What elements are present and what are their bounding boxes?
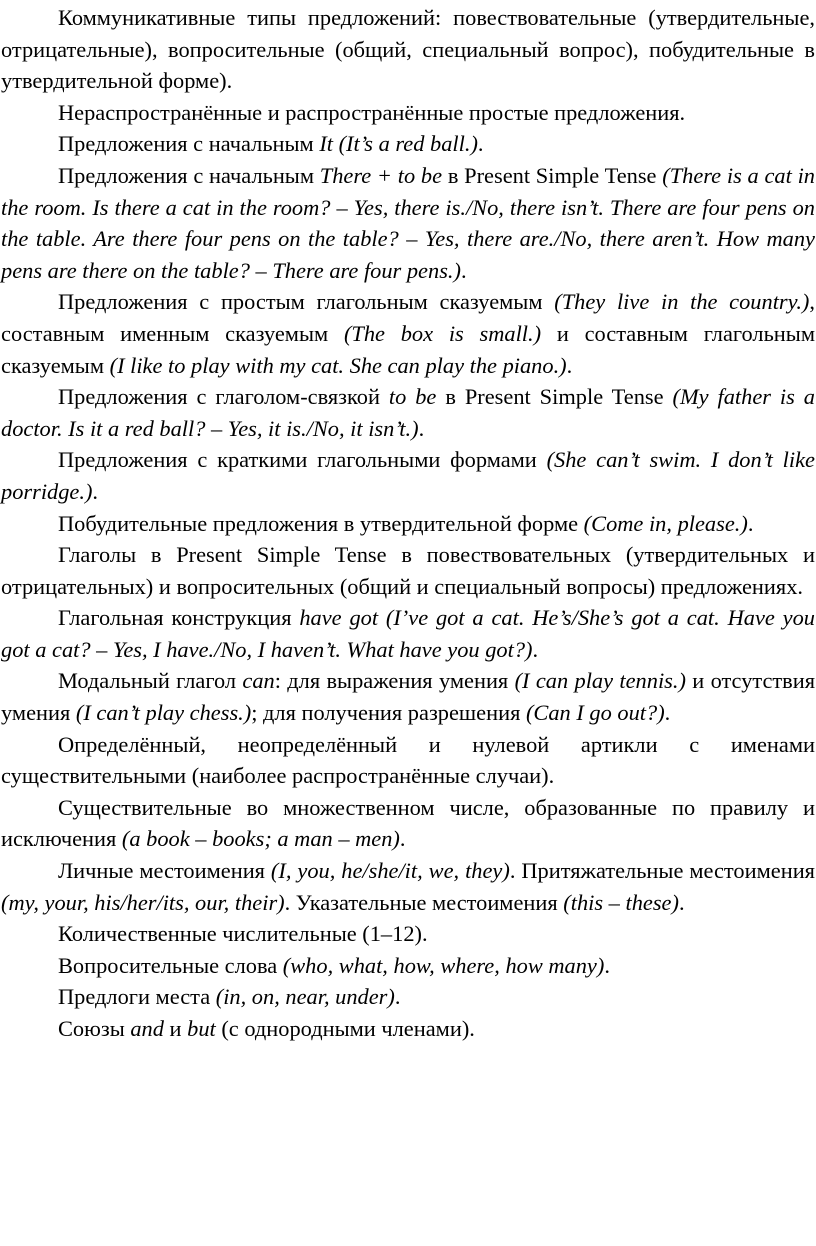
text-segment: Коммуникативные типы предложений: повествовательные (утвердительные, отрицательные), вопросительные (общий, специальный вопрос), побудительные в утвердительной форме). [1, 5, 815, 94]
text-segment: Предложения с краткими глагольными формами [58, 447, 547, 473]
italic-example-text: have got (I’ve got a cat. He’s/She’s got a cat. Have you got a cat? – Yes, I have./No, I haven’t. What have you got?) [1, 605, 815, 662]
italic-example-text: (this – these) [563, 889, 679, 915]
paragraph [1, 2, 815, 97]
text-segment: Глаголы в Present Simple Tense в повествовательных (утвердительных и отрицательных) и вопросительных (общий и специальный вопросы) предложениях. [1, 542, 815, 599]
italic-example-text: (Come in, please.) [583, 510, 748, 536]
text-segment: Определённый, неопределённый и нулевой артикли с именами существительными (наиболее распространённые случаи). [1, 731, 815, 789]
text-segment: Существительные во множественном числе, образованные по правилу и исключения [1, 794, 815, 852]
text-segment: . [604, 952, 610, 978]
text-segment: . [678, 889, 685, 915]
paragraph [1, 602, 815, 665]
text-segment: . Указательные местоимения [284, 889, 564, 915]
text-segment: . [747, 510, 754, 536]
text-segment: , составным именным сказуемым [1, 289, 815, 346]
paragraph [1, 286, 815, 381]
italic-example-text: (There is a cat in the room. Is there a cat in the room? – Yes, there is./No, there isn’t. There are four pens on the table. Are there four pens on the table? – Yes, there are./No, there aren’t. How many pens are there on the table? – There are four pens.) [1, 162, 815, 283]
text-segment: . Притяжательные местоимения [509, 858, 815, 884]
text-segment: . [477, 131, 484, 157]
text-segment: Предложения с начальным [58, 131, 320, 157]
paragraph [1, 665, 815, 728]
paragraph [1, 918, 815, 950]
text-segment: . [418, 415, 425, 441]
paragraph [1, 950, 815, 982]
text-segment: . [92, 478, 99, 504]
paragraph [1, 97, 815, 129]
italic-example-text: can [242, 668, 275, 694]
italic-example-text: (a book – books; a man – men) [121, 826, 400, 852]
text-segment: . [566, 352, 573, 378]
italic-example-text: (my, your, his/her/its, our, their) [1, 889, 285, 915]
paragraph [1, 539, 815, 602]
paragraph [1, 508, 815, 540]
text-segment: Вопросительные слова [58, 952, 283, 978]
text-segment: Количественные числительные (1–12). [58, 921, 428, 947]
text-segment: . [532, 636, 539, 662]
paragraph [1, 855, 815, 918]
paragraph [1, 981, 815, 1013]
paragraph [1, 128, 815, 160]
text-segment: Нераспространённые и распространённые простые предложения. [58, 99, 686, 125]
text-segment: Союзы [58, 1016, 131, 1041]
italic-example-text: (I can play tennis.) [514, 668, 686, 694]
italic-example-text: but [187, 1016, 216, 1041]
text-segment: . [394, 984, 401, 1010]
italic-example-text: (Can I go out?) [525, 700, 665, 726]
text-segment: Глагольная конструкция [58, 605, 300, 631]
text-segment: Предложения с глаголом-связкой [58, 384, 389, 410]
text-segment: . [664, 700, 671, 726]
italic-example-text: (My father is a doctor. Is it a red ball? – Yes, it is./No, it isn’t.) [1, 384, 815, 441]
text-segment: Предлоги места [58, 984, 216, 1010]
text-segment: Личные местоимения [58, 858, 271, 884]
italic-example-text: (The box is small.) [343, 320, 542, 346]
text-segment: Предложения с простым глагольным сказуемым [58, 289, 555, 315]
italic-example-text: (I, you, he/she/it, we, they) [270, 858, 510, 884]
paragraph [1, 792, 815, 855]
italic-example-text: (in, on, near, under) [215, 984, 395, 1010]
paragraph [1, 381, 815, 444]
text-segment: и отсутствия умения [1, 668, 816, 726]
text-segment: и составным глагольным сказуемым [1, 320, 815, 378]
italic-example-text: (who, what, how, where, how many) [282, 952, 605, 978]
text-segment: Модальный глагол [58, 668, 243, 694]
text-segment: и [163, 1016, 188, 1041]
italic-example-text: (I like to play with my cat. She can play the piano.) [109, 352, 567, 378]
paragraph [1, 444, 815, 507]
italic-example-text: (I can’t play chess.) [75, 700, 252, 726]
italic-example-text: to be [388, 384, 437, 410]
text-segment: Предложения с начальным [58, 162, 320, 188]
italic-example-text: (They live in the country.) [554, 289, 810, 315]
text-segment: в Present Simple Tense [436, 384, 673, 410]
paragraph [1, 1013, 815, 1045]
text-segment: . [399, 826, 406, 852]
text-segment: . [460, 257, 467, 283]
text-segment: Побудительные предложения в утвердительной форме [58, 510, 584, 536]
italic-example-text: There + to be [319, 162, 443, 188]
text-segment: (с однородными членами). [215, 1016, 475, 1041]
text-segment: в Present Simple Tense [442, 162, 663, 188]
italic-example-text: and [130, 1016, 164, 1041]
text-segment: ; для получения разрешения [251, 700, 526, 726]
text-segment: : для выражения умения [274, 668, 515, 694]
paragraph [1, 160, 815, 286]
italic-example-text: It (It’s a red ball.) [319, 131, 478, 157]
italic-example-text: (She can’t swim. I don’t like porridge.) [1, 447, 815, 504]
paragraph [1, 729, 815, 792]
